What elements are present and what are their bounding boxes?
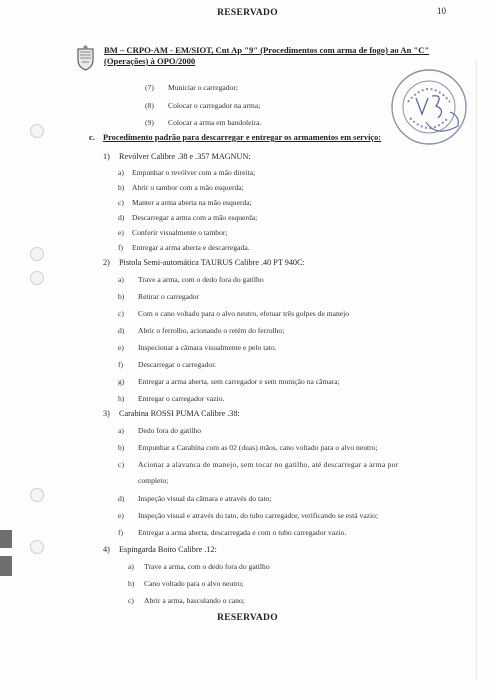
item-marker: (7) xyxy=(145,83,154,92)
section-heading xyxy=(89,133,381,142)
item-marker: a) xyxy=(118,168,124,177)
item-marker: 4) xyxy=(103,545,110,554)
list-item xyxy=(118,309,349,318)
subsection-title xyxy=(103,152,251,161)
item-marker: b) xyxy=(128,579,135,588)
footer-classification: RESERVADO xyxy=(217,613,278,623)
list-item xyxy=(118,213,257,222)
item-marker: a) xyxy=(128,562,134,571)
list-item-continuation xyxy=(138,476,168,485)
item-text: Entregar a arma aberta e descarregada. xyxy=(132,243,250,252)
item-marker: f) xyxy=(118,528,124,537)
item-marker: g) xyxy=(118,377,125,386)
item-marker: d) xyxy=(118,213,125,222)
list-item xyxy=(118,528,346,537)
list-item xyxy=(118,360,216,369)
page-number: 10 xyxy=(437,6,446,16)
list-item xyxy=(118,198,252,207)
item-marker: 1) xyxy=(103,152,110,161)
item-marker: a) xyxy=(118,426,124,435)
subsection-title xyxy=(103,545,217,554)
item-marker: (8) xyxy=(145,101,154,110)
item-text: Inspecionar a câmara visualmente e pelo tato. xyxy=(138,343,277,352)
list-item xyxy=(128,579,244,588)
item-text: Cano voltado para o alvo neutro; xyxy=(144,579,244,588)
item-text: Espingarda Boito Calibre .12: xyxy=(119,545,217,554)
punch-hole xyxy=(30,124,44,138)
list-item xyxy=(118,426,201,435)
coat-of-arms-icon xyxy=(76,45,95,71)
item-marker: b) xyxy=(118,183,125,192)
item-text: Retirar o carregador xyxy=(138,292,200,301)
scan-edge-shadow xyxy=(476,60,477,680)
item-text: Pistola Semi-automática TAURUS Calibre .40 PT 940C: xyxy=(119,258,305,267)
header-title-line-2: (Operações) à OPO/2000 xyxy=(104,56,196,66)
item-text: completo; xyxy=(138,476,169,485)
list-item xyxy=(118,460,398,469)
scan-margin-mark xyxy=(0,556,12,576)
item-text: Trave a arma, com o dedo fora do gatilho xyxy=(144,562,270,571)
item-text: Revólver Calibre .38 e .357 MAGNUN: xyxy=(119,152,251,161)
list-item xyxy=(118,494,271,503)
item-marker: b) xyxy=(118,443,125,452)
item-text: Carabina ROSSI PUMA Calibre .38: xyxy=(119,409,240,418)
scan-margin-mark xyxy=(0,530,12,548)
list-item xyxy=(118,443,378,452)
item-text: Colocar o carregador na arma; xyxy=(168,101,261,110)
list-item xyxy=(128,596,245,605)
item-marker: a) xyxy=(118,275,124,284)
item-marker: e) xyxy=(118,511,124,520)
item-marker: (9) xyxy=(145,118,154,127)
list-item xyxy=(118,511,378,520)
item-marker: c. xyxy=(89,133,95,142)
item-marker: c) xyxy=(118,309,124,318)
item-text: Entregar o carregador vazio. xyxy=(138,394,225,403)
item-marker: e) xyxy=(118,343,124,352)
list-item xyxy=(118,228,228,237)
list-item xyxy=(128,562,270,571)
punch-hole xyxy=(30,488,44,502)
item-text: Empunhar o revólver com a mão direita; xyxy=(132,168,256,177)
item-marker: c) xyxy=(118,460,125,469)
item-text: Procedimento padrão para descarregar e entregar os armamentos em serviço: xyxy=(103,133,382,142)
item-text: Descarregar a arma com a mão esquerda; xyxy=(132,213,258,222)
list-item xyxy=(118,343,277,352)
punch-hole xyxy=(30,271,44,285)
item-marker: 2) xyxy=(103,258,110,267)
item-marker: d) xyxy=(118,326,125,335)
item-text: Colocar a arma em bandoleira. xyxy=(168,118,262,127)
list-item xyxy=(118,183,244,192)
punch-hole xyxy=(30,247,44,261)
punch-hole xyxy=(30,540,44,554)
item-marker: b) xyxy=(118,292,125,301)
item-marker: c) xyxy=(128,596,134,605)
item-marker: d) xyxy=(118,494,125,503)
item-text: Entregar a arma aberta, sem carregador e sem munição na câmara; xyxy=(138,377,340,386)
list-item xyxy=(145,101,260,110)
subsection-title xyxy=(103,409,240,418)
list-item xyxy=(118,275,264,284)
item-text: Com o cano voltado para o alvo neutro, efetuar três golpes de manejo xyxy=(138,309,350,318)
header-classification: RESERVADO xyxy=(217,8,278,18)
item-text: Entregar a arma aberta, descarregada e com o tubo carregador vazio. xyxy=(138,528,347,537)
list-item xyxy=(118,377,340,386)
item-text: Acionar a alavanca de manejo, sem tocar no gatilho, até descarregar a arma por xyxy=(138,460,399,469)
item-text: Trave a arma, com o dedo fora do gatilho xyxy=(138,275,264,284)
list-item xyxy=(145,83,238,92)
item-text: Empunhar a Carabina com as 02 (duas) mãos, cano voltado para o alvo neutro; xyxy=(138,443,378,452)
item-text: Inspeção visual da câmara e através do tato; xyxy=(138,494,272,503)
item-text: Municiar o carregador; xyxy=(168,83,238,92)
list-item xyxy=(145,118,261,127)
item-marker: c) xyxy=(118,198,124,207)
official-stamp xyxy=(388,66,470,148)
item-marker: f) xyxy=(118,243,124,252)
list-item xyxy=(118,394,224,403)
item-text: Inspeção visual e através do tato, do tubo carregador, verificando se está vazio; xyxy=(138,511,379,520)
list-item xyxy=(118,168,255,177)
item-text: Descarregar o carregador. xyxy=(138,360,217,369)
item-text: Abrir o ferrolho, acionando o retém do ferrolho; xyxy=(138,326,285,335)
subsection-title xyxy=(103,258,305,267)
header-title-line-1: BM – CRPO-AM - EM/SIOT, Cnt Ap "9" (Procedimentos com arma de fogo) ao An "C" xyxy=(104,45,430,55)
list-item xyxy=(118,243,250,252)
item-marker: 3) xyxy=(103,409,110,418)
item-text: Dedo fora do gatilho xyxy=(138,426,202,435)
list-item xyxy=(118,326,284,335)
list-item xyxy=(118,292,199,301)
item-marker: h) xyxy=(118,394,125,403)
item-marker: f) xyxy=(118,360,124,369)
item-text: Abrir a arma, basculando o cano; xyxy=(144,596,245,605)
header-title xyxy=(104,45,464,67)
item-text: Manter a arma aberta na mão esquerda; xyxy=(132,198,252,207)
item-marker: e) xyxy=(118,228,124,237)
item-text: Abrir o tambor com a mão esquerda; xyxy=(132,183,244,192)
item-text: Conferir visualmente o tambor; xyxy=(132,228,228,237)
